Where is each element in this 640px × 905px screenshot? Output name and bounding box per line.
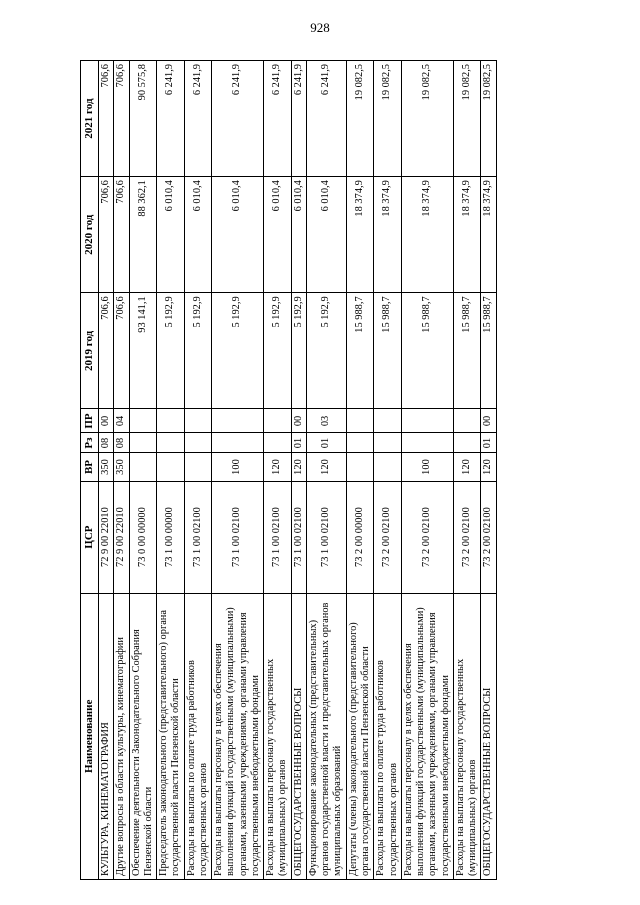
cell-2019: 93 141,1 (129, 293, 157, 409)
table-row (114, 61, 129, 880)
cell-name: Функционирование законодательных (представительных) органов государственной власти и представительных органов муниципальных образований (306, 593, 346, 879)
cell-csr: 72 9 00 22010 (98, 481, 113, 593)
cell-2020: 6 010,4 (306, 177, 346, 293)
cell-csr: 73 2 00 02100 (401, 481, 453, 593)
cell-name: Расходы на выплаты по оплате труда работников государственных органов (184, 593, 212, 879)
cell-pr: 04 (114, 409, 129, 433)
cell-2021: 19 082,5 (401, 61, 453, 177)
cell-vr (129, 453, 157, 481)
cell-2020: 18 374,9 (453, 177, 481, 293)
table-row (98, 61, 113, 880)
cell-vr (157, 453, 185, 481)
cell-rz (184, 433, 212, 453)
cell-rz: 01 (291, 433, 306, 453)
cell-vr: 120 (264, 453, 292, 481)
cell-name: Расходы на выплаты персоналу в целях обеспечения выполнения функций государственными (муниципальными) органами, казенными учреждениями, органами управления государственными внебюджетными фондами (212, 593, 264, 879)
cell-csr: 73 1 00 02100 (212, 481, 264, 593)
cell-csr: 73 2 00 00000 (346, 481, 374, 593)
cell-csr: 73 1 00 02100 (291, 481, 306, 593)
cell-2020: 706,6 (98, 177, 113, 293)
header-pr: ПР (81, 409, 99, 433)
table-row (453, 61, 481, 880)
cell-pr: 03 (306, 409, 346, 433)
cell-2019: 15 988,7 (346, 293, 374, 409)
cell-rz (129, 433, 157, 453)
table-container (80, 60, 572, 880)
cell-2020: 6 010,4 (212, 177, 264, 293)
cell-2021: 6 241,9 (212, 61, 264, 177)
cell-2020: 88 362,1 (129, 177, 157, 293)
cell-name: Расходы на выплаты персоналу государственных (муниципальных) органов (453, 593, 481, 879)
cell-name: Другие вопросы в области культуры, кинематографии (114, 593, 129, 879)
cell-2020: 706,6 (114, 177, 129, 293)
cell-csr: 73 1 00 02100 (264, 481, 292, 593)
cell-2020: 6 010,4 (157, 177, 185, 293)
cell-csr: 72 9 00 22010 (114, 481, 129, 593)
cell-2019: 706,6 (114, 293, 129, 409)
table-row (212, 61, 264, 880)
cell-csr: 73 1 00 00000 (157, 481, 185, 593)
cell-rz: 08 (114, 433, 129, 453)
cell-name: ОБЩЕГОСУДАРСТВЕННЫЕ ВОПРОСЫ (291, 593, 306, 879)
cell-csr: 73 2 00 02100 (374, 481, 402, 593)
cell-2019: 5 192,9 (264, 293, 292, 409)
cell-name: Расходы на выплаты персоналу государственных (муниципальных) органов (264, 593, 292, 879)
cell-2019: 15 988,7 (374, 293, 402, 409)
cell-pr (212, 409, 264, 433)
cell-vr: 350 (98, 453, 113, 481)
cell-2021: 19 082,5 (481, 61, 496, 177)
table-row (264, 61, 292, 880)
cell-2019: 5 192,9 (184, 293, 212, 409)
table-row (184, 61, 212, 880)
cell-2020: 18 374,9 (481, 177, 496, 293)
cell-2021: 19 082,5 (453, 61, 481, 177)
cell-2019: 5 192,9 (157, 293, 185, 409)
header-2020: 2020 год (81, 177, 99, 293)
cell-vr: 350 (114, 453, 129, 481)
cell-pr (346, 409, 374, 433)
budget-table (80, 60, 497, 880)
cell-name: Депутаты (члены) законодательного (представительного) органа государственной власти Пензенской области (346, 593, 374, 879)
table-row (306, 61, 346, 880)
cell-2019: 5 192,9 (291, 293, 306, 409)
cell-2021: 90 575,8 (129, 61, 157, 177)
cell-csr: 73 1 00 02100 (306, 481, 346, 593)
cell-rz (157, 433, 185, 453)
table-body (98, 61, 496, 880)
cell-2019: 5 192,9 (212, 293, 264, 409)
cell-name: ОБЩЕГОСУДАРСТВЕННЫЕ ВОПРОСЫ (481, 593, 496, 879)
table-row (374, 61, 402, 880)
header-vr: ВР (81, 453, 99, 481)
cell-rz: 08 (98, 433, 113, 453)
table-header-row (81, 61, 99, 880)
cell-rz (453, 433, 481, 453)
cell-name: КУЛЬТУРА, КИНЕМАТОГРАФИЯ (98, 593, 113, 879)
cell-2019: 15 988,7 (481, 293, 496, 409)
cell-2021: 6 241,9 (291, 61, 306, 177)
cell-2019: 15 988,7 (453, 293, 481, 409)
cell-csr: 73 2 00 02100 (481, 481, 496, 593)
cell-rz (374, 433, 402, 453)
cell-2020: 18 374,9 (346, 177, 374, 293)
cell-2021: 19 082,5 (374, 61, 402, 177)
cell-vr: 100 (212, 453, 264, 481)
header-rz: Рз (81, 433, 99, 453)
cell-2019: 5 192,9 (306, 293, 346, 409)
cell-vr: 120 (481, 453, 496, 481)
cell-csr: 73 2 00 02100 (453, 481, 481, 593)
cell-2021: 706,6 (114, 61, 129, 177)
cell-name: Председатель законодательного (представительного) органа государственной власти Пензенской области (157, 593, 185, 879)
cell-2019: 15 988,7 (401, 293, 453, 409)
cell-2020: 18 374,9 (374, 177, 402, 293)
table-row (157, 61, 185, 880)
cell-pr (374, 409, 402, 433)
cell-2020: 6 010,4 (184, 177, 212, 293)
page-number: 928 (310, 20, 330, 35)
header-2021: 2021 год (81, 61, 99, 177)
cell-2021: 6 241,9 (306, 61, 346, 177)
cell-rz (212, 433, 264, 453)
cell-2020: 6 010,4 (264, 177, 292, 293)
cell-2019: 706,6 (98, 293, 113, 409)
cell-vr (346, 453, 374, 481)
cell-pr (401, 409, 453, 433)
header-csr: ЦСР (81, 481, 99, 593)
cell-pr (184, 409, 212, 433)
cell-vr: 100 (401, 453, 453, 481)
table-row (481, 61, 496, 880)
cell-rz (264, 433, 292, 453)
cell-pr: 00 (291, 409, 306, 433)
cell-rz: 01 (306, 433, 346, 453)
cell-pr (157, 409, 185, 433)
cell-2021: 6 241,9 (157, 61, 185, 177)
table-row (129, 61, 157, 880)
cell-2020: 18 374,9 (401, 177, 453, 293)
cell-rz (401, 433, 453, 453)
rotated-table-frame (80, 60, 572, 880)
cell-2021: 6 241,9 (264, 61, 292, 177)
cell-rz (346, 433, 374, 453)
cell-pr (453, 409, 481, 433)
cell-2021: 6 241,9 (184, 61, 212, 177)
cell-2021: 19 082,5 (346, 61, 374, 177)
cell-csr: 73 0 00 00000 (129, 481, 157, 593)
header-2019: 2019 год (81, 293, 99, 409)
cell-name: Обеспечение деятельности Законодательного Собрания Пензенской области (129, 593, 157, 879)
cell-2020: 6 010,4 (291, 177, 306, 293)
cell-pr (264, 409, 292, 433)
cell-name: Расходы на выплаты персоналу в целях обеспечения выполнения функций государственными (муниципальными) органами, казенными учреждениями, органами управления государственными внебюджетными фондами (401, 593, 453, 879)
table-row (291, 61, 306, 880)
table-row (401, 61, 453, 880)
cell-vr: 120 (306, 453, 346, 481)
cell-vr (184, 453, 212, 481)
cell-vr: 120 (291, 453, 306, 481)
cell-pr (129, 409, 157, 433)
cell-rz: 01 (481, 433, 496, 453)
table-row (346, 61, 374, 880)
cell-vr (374, 453, 402, 481)
cell-pr: 00 (481, 409, 496, 433)
cell-csr: 73 1 00 02100 (184, 481, 212, 593)
cell-name: Расходы на выплаты по оплате труда работников государственных органов (374, 593, 402, 879)
cell-2021: 706,6 (98, 61, 113, 177)
cell-pr: 00 (98, 409, 113, 433)
cell-vr: 120 (453, 453, 481, 481)
header-name: Наименование (81, 593, 99, 879)
